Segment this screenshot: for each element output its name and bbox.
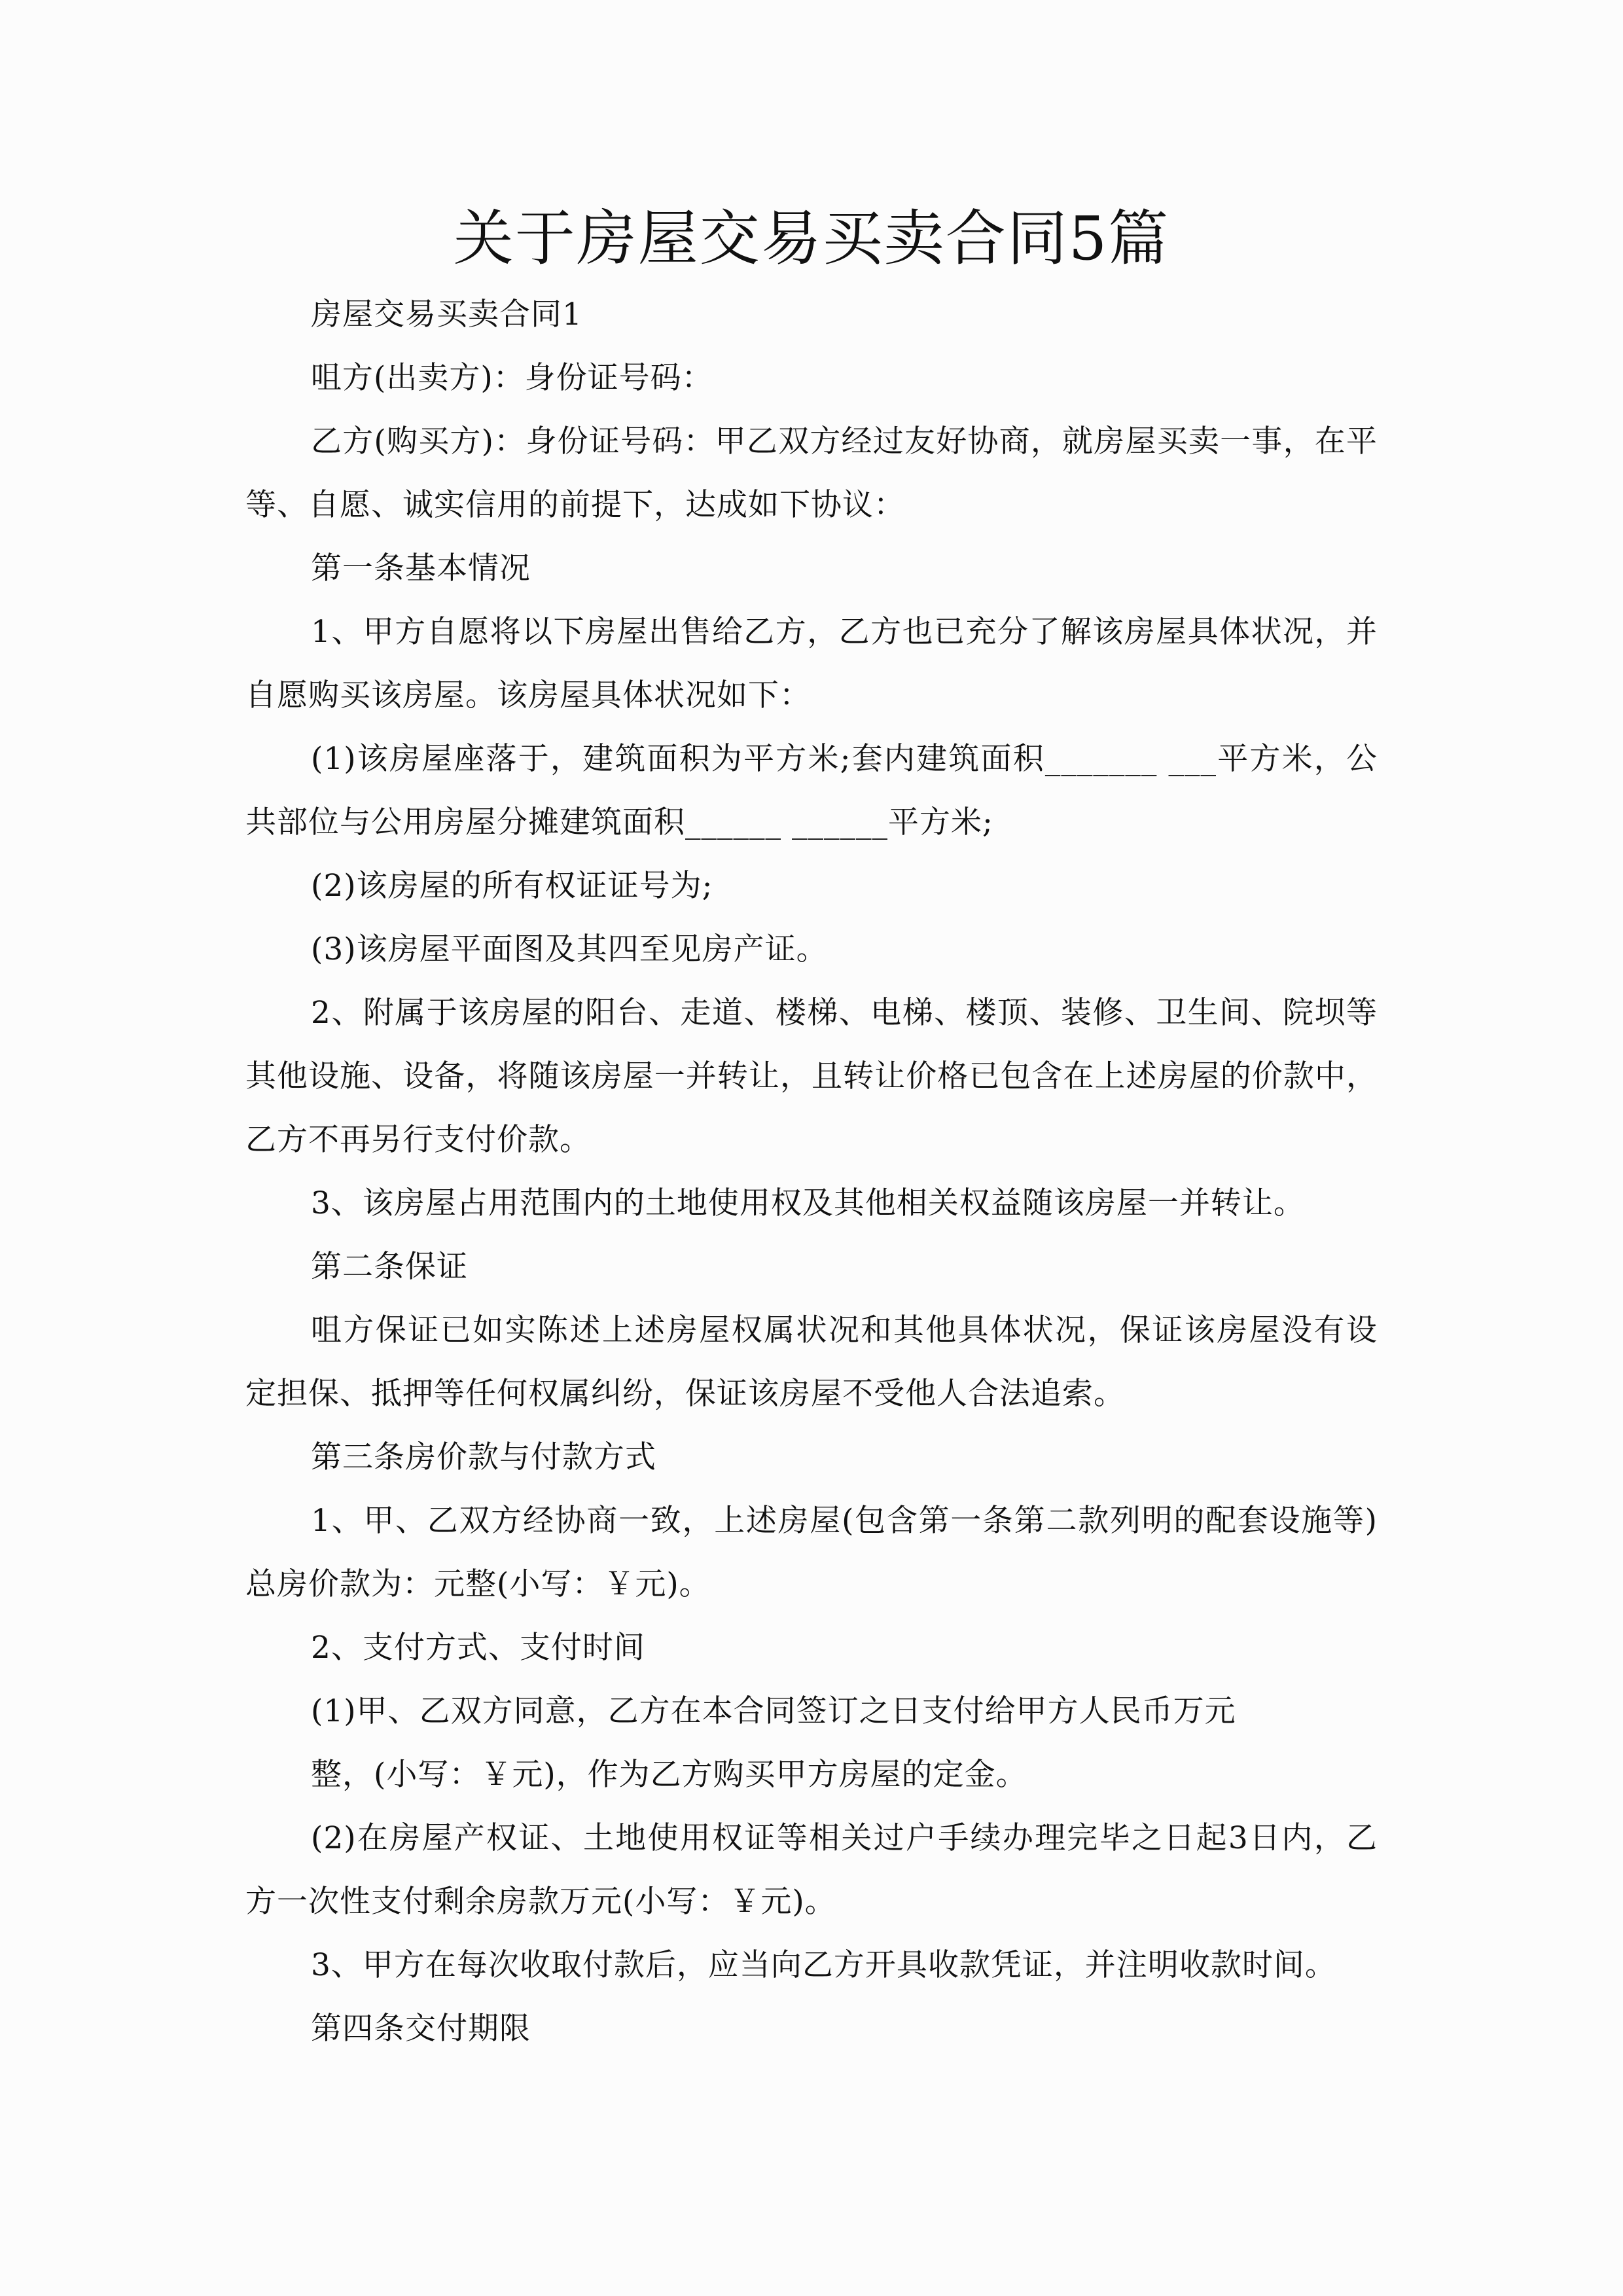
paragraph: 2、附属于该房屋的阳台、走道、楼梯、电梯、楼顶、装修、卫生间、院坝等其他设施、设备，将随该房屋一并转让，且转让价格已包含在上述房屋的价款中，乙方不再另行支付价款。 — [245, 995, 1378, 1158]
paragraph: 整，(小写：￥元)，作为乙方购买甲方房屋的定金。 — [311, 1757, 1027, 1793]
buyer-line: 乙方(购买方)：身份证号码：甲乙双方经过友好协商，就房屋买卖一事，在平等、自愿、诚实信用的前提下，达成如下协议： — [245, 423, 1378, 523]
seller-line: 咀方(出卖方)：身份证号码： — [311, 360, 713, 396]
paragraph: (3)该房屋平面图及其四至见房产证。 — [311, 931, 828, 967]
section-heading-2: 第二条保证 — [311, 1249, 468, 1285]
section-heading-4: 第四条交付期限 — [311, 2011, 531, 2047]
paragraph: (1)甲、乙双方同意，乙方在本合同签订之日支付给甲方人民币万元 — [311, 1693, 1236, 1729]
paragraph: (2)该房屋的所有权证证号为; — [311, 868, 713, 904]
paragraph: 咀方保证已如实陈述上述房屋权属状况和其他具体状况，保证该房屋没有设定担保、抵押等任何权属纠纷，保证该房屋不受他人合法追索。 — [245, 1312, 1378, 1412]
section-heading-1: 第一条基本情况 — [311, 550, 531, 586]
document-title: 关于房屋交易买卖合同5篇 — [453, 204, 1170, 274]
paragraph: 3、该房屋占用范围内的土地使用权及其他相关权益随该房屋一并转让。 — [311, 1185, 1305, 1221]
paragraph: 1、甲方自愿将以下房屋出售给乙方，乙方也已充分了解该房屋具体状况，并自愿购买该房屋。该房屋具体状况如下： — [245, 614, 1378, 713]
contract-subtitle: 房屋交易买卖合同1 — [311, 296, 582, 332]
document-body — [245, 283, 1378, 2060]
section-heading-3: 第三条房价款与付款方式 — [311, 1439, 656, 1475]
paragraph: (1)该房屋座落于，建筑面积为平方米;套内建筑面积_______ ___平方米，公共部位与公用房屋分摊建筑面积______ ______平方米; — [245, 741, 1378, 840]
paragraph: 3、甲方在每次收取付款后，应当向乙方开具收款凭证，并注明收款时间。 — [311, 1947, 1336, 1983]
paragraph: 2、支付方式、支付时间 — [311, 1630, 645, 1666]
paragraph: 1、甲、乙双方经协商一致，上述房屋(包含第一条第二款列明的配套设施等)总房价款为：元整(小写：￥元)。 — [245, 1503, 1378, 1602]
paragraph: (2)在房屋产权证、土地使用权证等相关过户手续办理完毕之日起3日内，乙方一次性支付剩余房款万元(小写：￥元)。 — [245, 1820, 1378, 1920]
